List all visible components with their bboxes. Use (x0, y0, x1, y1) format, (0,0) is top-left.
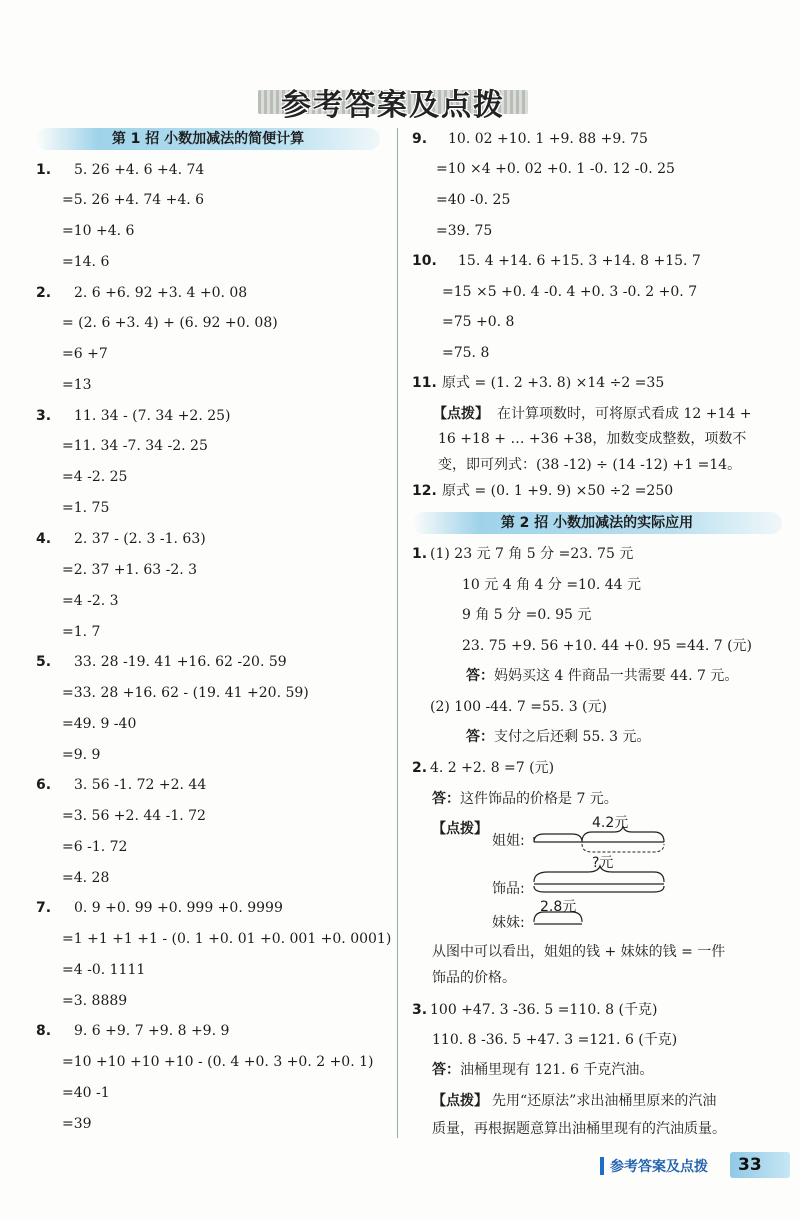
column-divider (397, 128, 398, 1138)
line-segment-diagram: 姐姐: 饰品: 妹妹: 4.2元 ?元 2.8元 (488, 812, 688, 932)
page-number: 33 (730, 1152, 790, 1178)
answer-page: 参考答案及点拨 第 1 招 小数加减法的简便计算 第 2 招 小数加减法的实际应用 1. 5. 26 +4. 6 +4. 74 =5. 26 +4. 74 +4. 6 =10 +4. 6 =14. 6 2. 2. 6 +6. 92 +3. 4 +0. 08 = (2. 6 +3. 4) + (6. 92 +0. 08) =6 +7 =13 3. 11. 34 - (7. 34 +2. 25) =11. 34 -7. 34 -2. 25 =4 -2. 25 =1. 75 4. 2. 37 - (2. 3 -1. 63) =2. 37 +1. 63 -2. 3 =4 -2. 3 =1. 7 5. 33. 28 -19. 41 +16. 62 -20. 59 =33. 28 +16. 62 - (19. 41 +20. 59) =49. 9 -40 =9. 9 6. 3. 56 -1. 72 +2. 44 =3. 56 +2. 44 -1. 72 =6 -1. 72 =4. 28 7. 0. 9 +0. 99 +0. 999 +0. 9999 =1 +1 +1 +1 - (0. 1 +0. 01 +0. 001 +0. 0001) =4 -0. 1111 =3. 8889 8. 9. 6 +9. 7 +9. 8 +9. 9 =10 +10 +10 +10 - (0. 4 +0. 3 +0. 2 +0. 1) =40 -1 =39 9. 10. 02 +10. 1 +9. 88 +9. 75 =10 ×4 +0. 02 +0. 1 -0. 12 -0. 25 =40 -0. 25 =39. 75 10. 15. 4 +14. 6 +15. 3 +14. 8 +15. 7 =15 ×5 +0. 4 -0. 4 +0. 3 -0. 2 +0. 7 =75 +0. 8 =75. 8 11. 原式 = (1. 2 +3. 8) ×14 ÷2 =35 【点拨】 在计算项数时，可将原式看成 12 +14 + 16 +18 + … +36 +38，加数变成整数，项数不 变，即可列式：(38 -12) ÷ (14 -12) +1 =14。 12. 原式 = (0. 1 +9. 9) ×50 ÷2 =250 1. (1) 23 元 7 角 5 分 =23. 75 元 10 元 4 角 4 分 =10. 44 元 9 角 5 分 =0. 95 元 23. 75 +9. 56 +10. 44 +0. 95 =44. 7 (元) 答： 妈妈买这 4 件商品一共需要 44. 7 元。 (2) 100 -44. 7 =55. 3 (元) 答： 支付之后还剩 55. 3 元。 2. 4. 2 +2. 8 =7 (元) 答： 这件饰品的价格是 7 元。 【点拨】 姐姐: 饰品: 妹妹: 4.2元 ?元 2.8元 从图中可以看出，姐姐的钱 + 妹妹的钱 = 一件 饰品的价格。 3. 100 +47. 3 -36. 5 =110. 8 (千克) 110. 8 -36. 5 +47. 3 =121. 6 (千克) 答： 油桶里现有 121. 6 千克汽油。 【点拨】 先用“还原法”求出油桶里原来的汽油 质量，再根据题意算出油桶里现有的汽油质量。 参考答案及点拨 33 (0, 0, 800, 1220)
section-header-2: 第 2 招 小数加减法的实际应用 (412, 512, 782, 534)
footer-title: 参考答案及点拨 (610, 1159, 708, 1175)
diagram-lines (488, 812, 688, 932)
section-header-1: 第 1 招 小数加减法的简便计算 (36, 128, 380, 150)
footer-accent-bar (600, 1157, 604, 1175)
page-title: 参考答案及点拨 (258, 80, 528, 116)
